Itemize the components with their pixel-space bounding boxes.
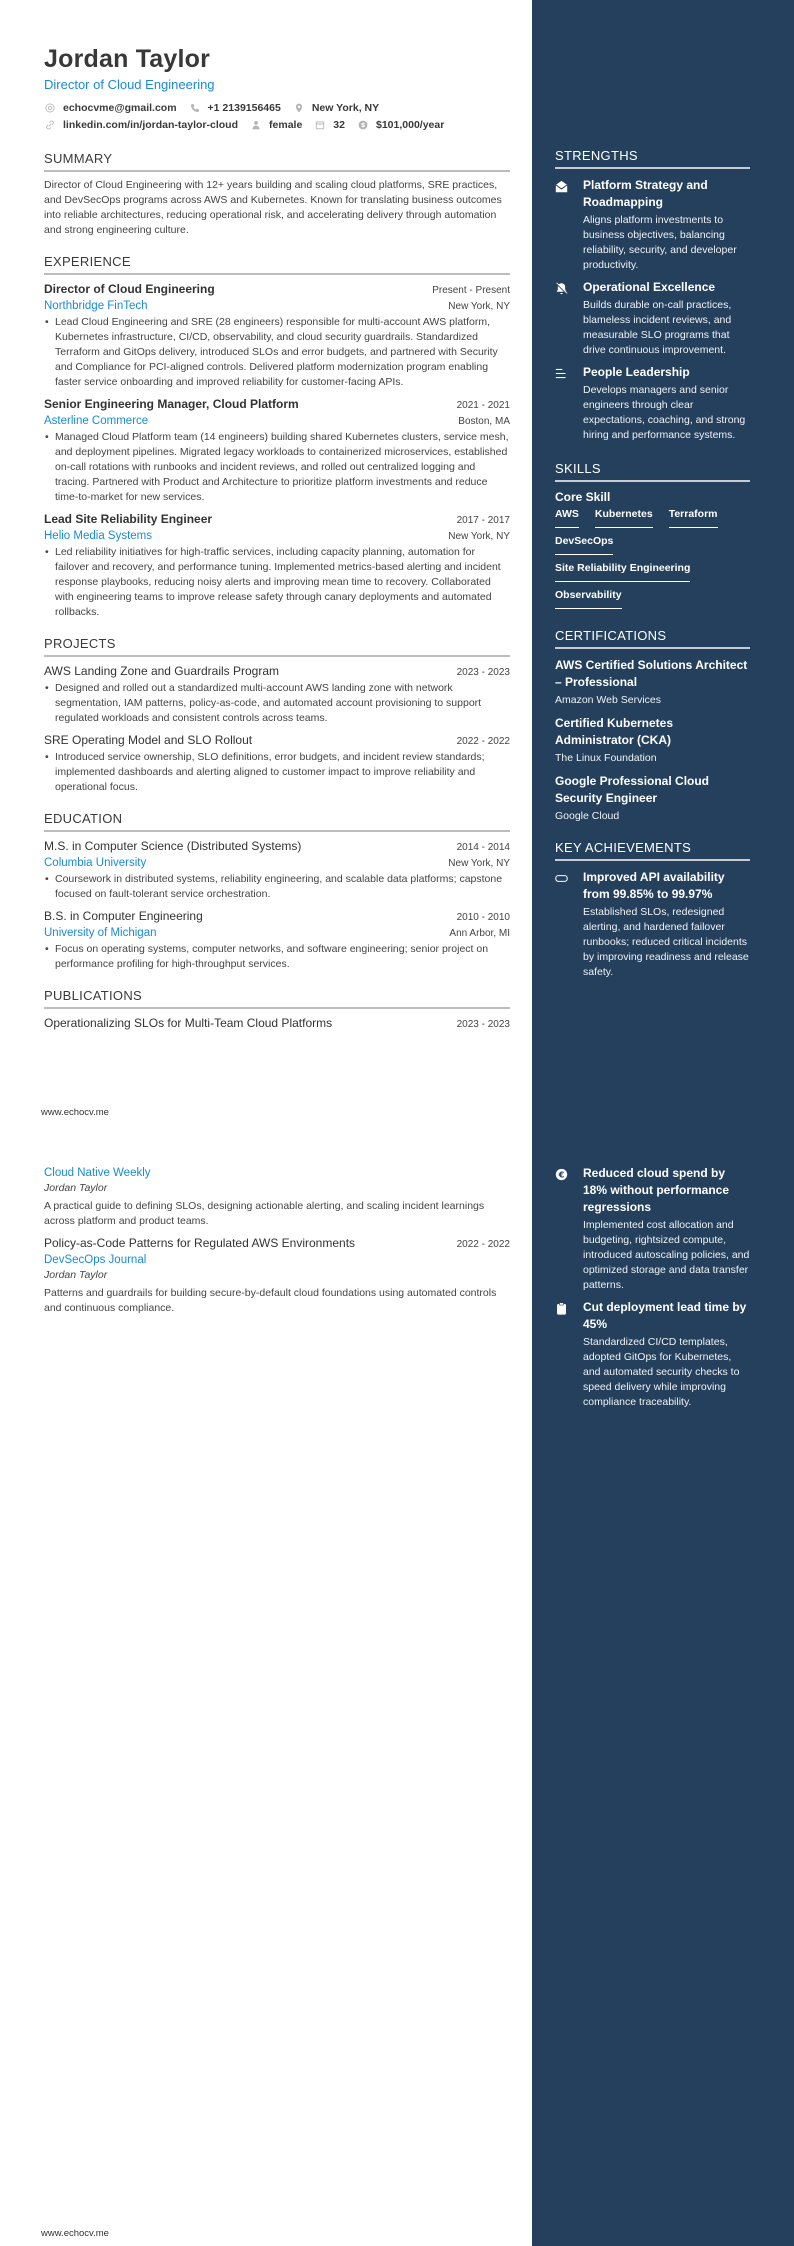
achievement-item: Cut deployment lead time by 45% Standardized CI/CD templates, adopted GitOps for Kubernetes, and automated security checks to speed delivery while improving compliance traceability. — [555, 1299, 750, 1410]
publication-venue: Cloud Native Weekly — [44, 1167, 151, 1179]
project-dates: 2023 - 2023 — [456, 667, 510, 678]
publication-dates: 2022 - 2022 — [456, 1239, 510, 1250]
experience-section — [44, 254, 510, 620]
job-title: Senior Engineering Manager, Cloud Platform — [44, 397, 299, 411]
skills-section — [555, 461, 750, 616]
dollar-icon — [357, 119, 369, 131]
phone-icon — [189, 102, 201, 114]
section-heading: STRENGTHS — [555, 148, 750, 169]
job-location: Boston, MA — [458, 416, 510, 427]
education-section — [44, 811, 510, 972]
person-icon — [250, 119, 262, 131]
education-dates: 2014 - 2014 — [456, 842, 510, 853]
project-bullet: • Introduced service ownership, SLO definitions, error budgets, and incident review standards; implemented dashboards and alerting aligned to customer impact to improve reliability and operational focus. — [44, 750, 510, 795]
publication-author: Jordan Taylor — [44, 1182, 108, 1194]
publication-dates: 2023 - 2023 — [456, 1019, 510, 1030]
certifications-section — [555, 628, 750, 824]
experience-entry — [44, 511, 510, 620]
skill-tag: Site Reliability Engineering — [555, 562, 690, 582]
svg-text:€: € — [558, 1169, 565, 1180]
skill-tag: DevSecOps — [555, 535, 613, 555]
project-dates: 2022 - 2022 — [456, 736, 510, 747]
contact-phone[interactable]: +1 2139156465 — [189, 102, 281, 114]
summary-text: Director of Cloud Engineering with 12+ years building and scaling cloud platforms, SRE practices, and DevSecOps programs across AWS and Kubernetes. Known for translating business outcomes into reliable architectures, reducing operational risk, and accelerating delivery through automation and strong engineering culture. — [44, 179, 502, 236]
school-location: Ann Arbor, MI — [449, 928, 510, 939]
publication-entry-continued — [44, 1165, 510, 1229]
page-2-content — [44, 1165, 510, 1322]
skill-tag: AWS — [555, 508, 579, 528]
company-name: Helio Media Systems — [44, 530, 153, 542]
job-title: Lead Site Reliability Engineer — [44, 512, 213, 526]
experience-entry — [44, 396, 510, 505]
section-heading: EDUCATION — [44, 811, 510, 832]
company-name: Northbridge FinTech — [44, 300, 148, 312]
publication-description: A practical guide to defining SLOs, designing actionable alerting, and scaling incident learnings across platform and product teams. — [44, 1200, 485, 1227]
school-name: University of Michigan — [44, 927, 157, 939]
publication-author: Jordan Taylor — [44, 1269, 108, 1281]
skill-tag: Terraform — [669, 508, 718, 528]
contact-linkedin[interactable]: linkedin.com/in/jordan-taylor-cloud — [44, 119, 238, 131]
contact-age: 32 — [314, 119, 345, 131]
project-title: AWS Landing Zone and Guardrails Program — [44, 664, 280, 678]
section-heading: PUBLICATIONS — [44, 988, 510, 1009]
project-entry — [44, 663, 510, 726]
link-icon — [44, 119, 56, 131]
skill-tag: Kubernetes — [595, 508, 653, 528]
publication-title: Operationalizing SLOs for Multi-Team Cloud Platforms — [44, 1016, 333, 1030]
at-icon — [44, 102, 56, 114]
job-bullet: • Led reliability initiatives for high-traffic services, including capacity planning, automation for failover and recovery, and performance tuning. Implemented metrics-based alerting and incident response playbooks, reducing noisy alerts and improving mean time to recovery. Collaborated with engineering teams to improve release safety through canary deployments and automated rollbacks. — [44, 545, 510, 620]
education-bullet: • Coursework in distributed systems, reliability engineering, and scalable data platforms; capstone focused on fault-tolerant service orchestration. — [44, 872, 510, 902]
education-entry — [44, 838, 510, 902]
job-bullet: • Managed Cloud Platform team (14 engineers) building shared Kubernetes clusters, service mesh, and deployment pipelines. Migrated legacy workloads to containerized microservices, established on-call rotations with runbooks and incident reviews, and rolled out centralized logging and tracing. Partnered with Product and Architecture to prioritize platform investments and reduce time-to-market for new services. — [44, 430, 510, 505]
bell-slash-icon — [555, 279, 583, 358]
project-title: SRE Operating Model and SLO Rollout — [44, 733, 253, 747]
publication-venue: DevSecOps Journal — [44, 1254, 147, 1266]
contact-row-1 — [44, 99, 510, 116]
achievement-item: Improved API availability from 99.85% to 99.97% Established SLOs, redesigned alerting, and hardened failover runbooks; reduced critical incidents by improving readiness and release safety. — [555, 869, 750, 980]
education-entry — [44, 908, 510, 972]
certification-item: AWS Certified Solutions Architect – Professional Amazon Web Services — [555, 658, 748, 706]
contact-info — [44, 99, 510, 133]
align-left-icon — [555, 364, 583, 443]
section-heading: CERTIFICATIONS — [555, 628, 750, 649]
section-heading: SKILLS — [555, 461, 750, 482]
achievements-section — [555, 840, 750, 980]
job-dates: 2017 - 2017 — [456, 515, 510, 526]
sidebar-page-2 — [555, 1165, 750, 1416]
rounded-rect-icon — [555, 869, 583, 980]
clipboard-icon — [555, 1299, 583, 1410]
sidebar-page-1 — [555, 148, 750, 986]
publication-entry — [44, 1015, 510, 1032]
project-bullet: • Designed and rolled out a standardized multi-account AWS landing zone with network segmentation, IAM patterns, policy-as-code, and automated account provisioning to support regulated workloads and consistent controls across teams. — [44, 681, 510, 726]
strengths-section — [555, 148, 750, 443]
certification-item: Certified Kubernetes Administrator (CKA) The Linux Foundation — [555, 716, 674, 764]
contact-salary: $ $101,000/year — [357, 119, 444, 131]
job-location: New York, NY — [448, 531, 510, 542]
candidate-name: Jordan Taylor — [44, 45, 211, 73]
experience-entry — [44, 281, 510, 390]
contact-email[interactable]: echocvme@gmail.com — [44, 102, 177, 114]
section-heading: SUMMARY — [44, 151, 510, 172]
degree: B.S. in Computer Engineering — [44, 909, 203, 923]
strength-item: Operational Excellence Builds durable on-call practices, blameless incident reviews, and measurable SLO programs that drive continuous improvement. — [555, 279, 750, 358]
school-name: Columbia University — [44, 857, 147, 869]
school-location: New York, NY — [448, 858, 510, 869]
contact-row-2 — [44, 116, 510, 133]
certification-item: Google Professional Cloud Security Engineer Google Cloud — [555, 774, 710, 822]
envelope-open-icon — [555, 177, 583, 273]
job-location: New York, NY — [448, 301, 510, 312]
page-1-content — [44, 44, 510, 1032]
strength-item: People Leadership Develops managers and senior engineers through clear expectations, coaching, and strong hiring and performance systems. — [555, 364, 750, 443]
projects-section — [44, 636, 510, 795]
footer-link[interactable]: www.echocv.me — [41, 2228, 109, 2239]
achievement-item: € Reduced cloud spend by 18% without performance regressions Implemented cost allocation and budgeting, rightsized compute, introduced autoscaling policies, and optimized storage and data transfer patterns. — [555, 1165, 750, 1293]
publications-section — [44, 988, 510, 1032]
education-bullet: • Focus on operating systems, computer networks, and software engineering; senior project on performance profiling for high-throughput services. — [44, 942, 510, 972]
job-dates: 2021 - 2021 — [456, 400, 510, 411]
publication-entry — [44, 1235, 510, 1316]
job-title: Director of Cloud Engineering — [44, 282, 215, 296]
calendar-icon — [314, 119, 326, 131]
candidate-title: Director of Cloud Engineering — [44, 77, 215, 92]
contact-location: New York, NY — [293, 102, 379, 114]
publication-title: Policy-as-Code Patterns for Regulated AWS Environments — [44, 1236, 356, 1250]
skill-list — [555, 508, 750, 616]
degree: M.S. in Computer Science (Distributed Systems) — [44, 839, 302, 853]
company-name: Asterline Commerce — [44, 415, 149, 427]
project-entry — [44, 732, 510, 795]
footer-link[interactable]: www.echocv.me — [41, 1107, 109, 1118]
location-pin-icon — [293, 102, 305, 114]
job-bullet: • Lead Cloud Engineering and SRE (28 engineers) responsible for multi-account AWS platform, Kubernetes infrastructure, CI/CD, observability, and cloud security guardrails. Standardized Terraform and GitOps delivery, introduced SLOs and error budgets, and partnered with Security and Compliance for PCI-aligned controls. Delivered platform modernization program enabling faster service onboarding and improved reliability for customer-facing APIs. — [44, 315, 510, 390]
section-heading: EXPERIENCE — [44, 254, 510, 275]
skill-category: Core Skill — [555, 490, 611, 504]
strength-item: Platform Strategy and Roadmapping Aligns platform investments to business objectives, balancing reliability, security, and developer productivity. — [555, 177, 750, 273]
skill-tag: Observability — [555, 589, 622, 609]
education-dates: 2010 - 2010 — [456, 912, 510, 923]
euro-circle-icon — [555, 1165, 583, 1293]
section-heading: PROJECTS — [44, 636, 510, 657]
section-heading: KEY ACHIEVEMENTS — [555, 840, 750, 861]
svg-text:$: $ — [360, 121, 366, 129]
job-dates: Present - Present — [432, 285, 510, 296]
contact-gender: female — [250, 119, 302, 131]
publication-description: Patterns and guardrails for building secure-by-default cloud foundations using automated controls and continuous compliance. — [44, 1287, 497, 1314]
summary-section — [44, 151, 510, 238]
